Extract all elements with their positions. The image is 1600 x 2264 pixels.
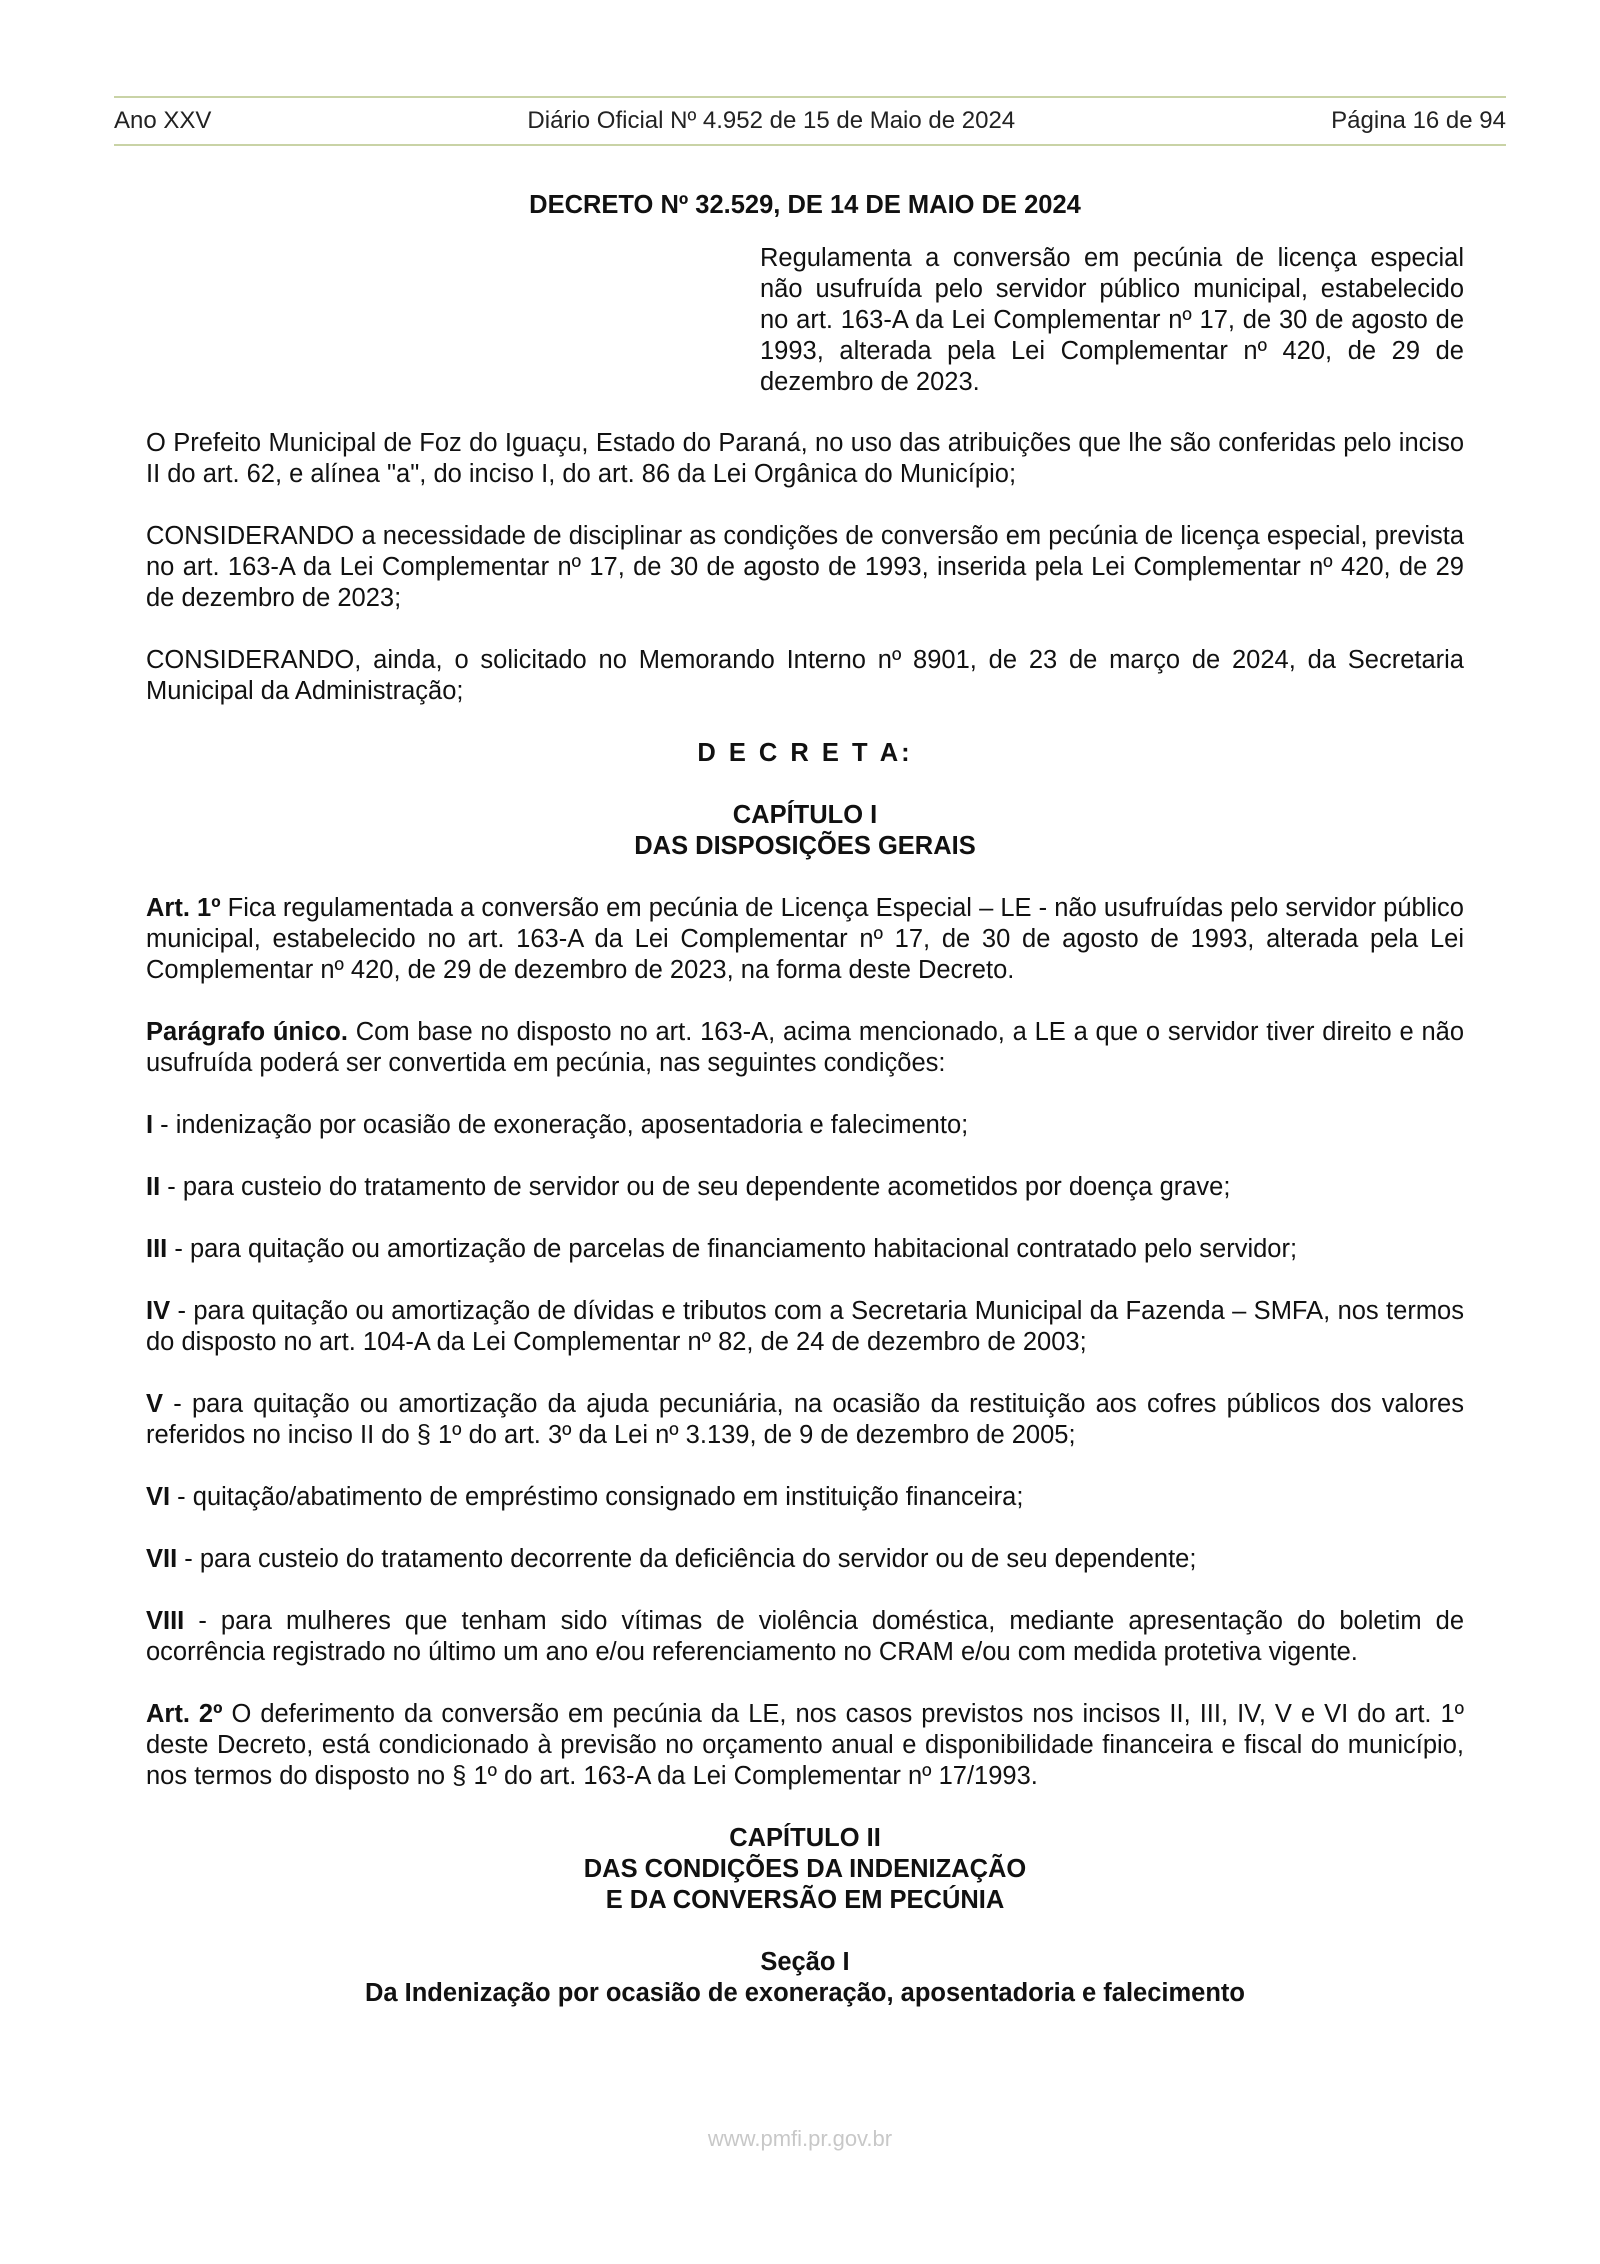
article-1 xyxy=(146,893,1464,986)
decree-ementa: Regulamenta a conversão em pecúnia de licença especial não usufruída pelo servidor público municipal, estabelecido no art. 163-A da Lei Complementar nº 17, de 30 de agosto de 1993, alterada pela Lei Complementar nº 420, de 29 de dezembro de 2023. xyxy=(760,244,1464,396)
chapter-1-title: DAS DISPOSIÇÕES GERAIS xyxy=(634,832,976,860)
inciso-label: VIII xyxy=(146,1607,185,1635)
chapter-2-heading xyxy=(146,1823,1464,1916)
article-2 xyxy=(146,1699,1464,1792)
preamble: O Prefeito Municipal de Foz do Iguaçu, Estado do Paraná, no uso das atribuições que lhe são conferidas pelo inciso II do art. 62, e alínea "a", do inciso I, do art. 86 da Lei Orgânica do Município; xyxy=(146,429,1464,488)
inciso-i: I - indenização por ocasião de exoneração, aposentadoria e falecimento; xyxy=(146,1111,969,1139)
article-2-label: Art. 2º xyxy=(146,1700,223,1728)
document-body xyxy=(146,190,1464,2040)
inciso-text: para custeio do tratamento decorrente da deficiência do servidor ou de seu dependente; xyxy=(199,1545,1197,1573)
considerando-2: CONSIDERANDO, ainda, o solicitado no Memorando Interno nº 8901, de 23 de março de 2024, da Secretaria Municipal da Administração; xyxy=(146,646,1464,705)
inciso-vii: VII - para custeio do tratamento decorrente da deficiência do servidor ou de seu dependente; xyxy=(146,1545,1197,1573)
inciso-text: quitação/abatimento de empréstimo consignado em instituição financeira; xyxy=(192,1483,1024,1511)
header-page-number: Página 16 de 94 xyxy=(1331,107,1506,134)
footer-url: www.pmfi.pr.gov.br xyxy=(707,2126,893,2151)
section-1-title: Da Indenização por ocasião de exoneração, aposentadoria e falecimento xyxy=(364,1979,1246,2007)
article-2-text: O deferimento da conversão em pecúnia da LE, nos casos previstos nos incisos II, III, IV, V e VI do art. 1º deste Decreto, está condicionado à previsão no orçamento anual e disponibilidade financeira e fiscal do município, nos termos do disposto no § 1º do art. 163-A da Lei Complementar nº 17/1993. xyxy=(146,1700,1464,1790)
inciso-viii: VIII - para mulheres que tenham sido vítimas de violência doméstica, mediante apresentação do boletim de ocorrência registrado no último um ano e/ou referenciamento no CRAM e/ou com medida protetiva vigente. xyxy=(146,1607,1464,1666)
inciso-text: para custeio do tratamento de servidor ou de seu dependente acometidos por doença grave; xyxy=(182,1173,1231,1201)
paragrafo-unico-text: Com base no disposto no art. 163-A, acima mencionado, a LE a que o servidor tiver direito e não usufruída poderá ser convertida em pecúnia, nas seguintes condições: xyxy=(146,1018,1465,1077)
inciso-ii: II - para custeio do tratamento de servidor ou de seu dependente acometidos por doença grave; xyxy=(146,1173,1231,1201)
inciso-label: I xyxy=(146,1111,154,1139)
considerando-1: CONSIDERANDO a necessidade de disciplinar as condições de conversão em pecúnia de licença especial, prevista no art. 163-A da Lei Complementar nº 17, de 30 de agosto de 1993, inserida pela Lei Complementar nº 420, de 29 de dezembro de 2023; xyxy=(146,522,1464,612)
decree-title: DECRETO Nº 32.529, DE 14 DE MAIO DE 2024 xyxy=(529,191,1081,219)
inciso-iv: IV - para quitação ou amortização de dívidas e tributos com a Secretaria Municipal da Fazenda – SMFA, nos termos do disposto no art. 104-A da Lei Complementar nº 82, de 24 de dezembro de 2003; xyxy=(146,1297,1464,1356)
section-1-heading xyxy=(146,1947,1464,2009)
article-1-text: Fica regulamentada a conversão em pecúnia de Licença Especial – LE - não usufruídas pelo servidor público municipal, estabelecido no art. 163-A da Lei Complementar nº 17, de 30 de agosto de 1993, alterada pela Lei Complementar nº 420, de 29 de dezembro de 2023, na forma deste Decreto. xyxy=(146,894,1464,984)
article-1-label: Art. 1º xyxy=(146,894,221,922)
inciso-text: para quitação ou amortização de parcelas de financiamento habitacional contratado pelo servidor; xyxy=(189,1235,1298,1263)
inciso-label: IV xyxy=(146,1297,171,1325)
chapter-1-heading xyxy=(146,800,1464,862)
inciso-label: III xyxy=(146,1235,168,1263)
inciso-iii: III - para quitação ou amortização de parcelas de financiamento habitacional contratado pelo servidor; xyxy=(146,1235,1298,1263)
inciso-vi: VI - quitação/abatimento de empréstimo consignado em instituição financeira; xyxy=(146,1483,1024,1511)
inciso-label: V xyxy=(146,1390,164,1418)
inciso-text: indenização por ocasião de exoneração, aposentadoria e falecimento; xyxy=(175,1111,969,1139)
page-header xyxy=(114,96,1506,146)
inciso-text: para mulheres que tenham sido vítimas de violência doméstica, mediante apresentação do boletim de ocorrência registrado no último um ano e/ou referenciamento no CRAM e/ou com medida protetiva vigente. xyxy=(146,1607,1464,1666)
chapter-2-title-line-2: E DA CONVERSÃO EM PECÚNIA xyxy=(605,1886,1005,1914)
inciso-label: VII xyxy=(146,1545,178,1573)
chapter-2-title-line-1: DAS CONDIÇÕES DA INDENIZAÇÃO xyxy=(583,1855,1027,1883)
chapter-1-number: CAPÍTULO I xyxy=(732,801,878,829)
inciso-label: VI xyxy=(146,1483,171,1511)
chapter-2-number: CAPÍTULO II xyxy=(729,1824,881,1852)
paragrafo-unico xyxy=(146,1017,1464,1079)
decreta-heading: D E C R E T A: xyxy=(697,739,913,767)
header-year: Ano XXV xyxy=(114,107,212,134)
inciso-text: para quitação ou amortização de dívidas e tributos com a Secretaria Municipal da Fazenda – SMFA, nos termos do disposto no art. 104-A da Lei Complementar nº 82, de 24 de dezembro de 2003; xyxy=(146,1297,1464,1356)
header-gazette-title: Diário Oficial Nº 4.952 de 15 de Maio de 2024 xyxy=(527,107,1016,134)
inciso-label: II xyxy=(146,1173,161,1201)
section-1-number: Seção I xyxy=(760,1948,850,1976)
inciso-text: para quitação ou amortização da ajuda pecuniária, na ocasião da restituição aos cofres públicos dos valores referidos no inciso II do § 1º do art. 3º da Lei nº 3.139, de 9 de dezembro de 2005; xyxy=(146,1390,1464,1449)
inciso-v: V - para quitação ou amortização da ajuda pecuniária, na ocasião da restituição aos cofres públicos dos valores referidos no inciso II do § 1º do art. 3º da Lei nº 3.139, de 9 de dezembro de 2005; xyxy=(146,1390,1464,1449)
paragrafo-unico-label: Parágrafo único. xyxy=(146,1018,348,1046)
